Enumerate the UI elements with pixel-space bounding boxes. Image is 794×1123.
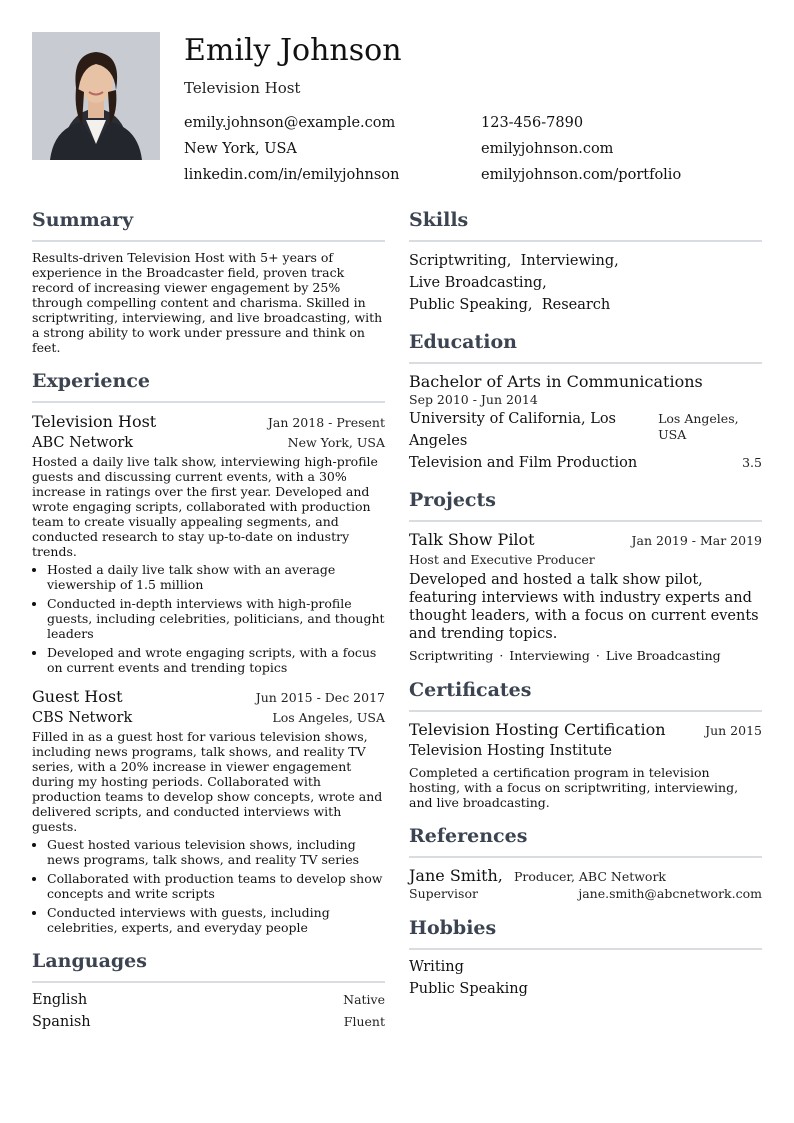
education-section: [409, 330, 762, 474]
hobbies-heading: Hobbies: [409, 916, 762, 950]
job-company: ABC Network: [32, 435, 134, 451]
hobby-item: Writing: [409, 959, 464, 975]
job-bullets: [32, 837, 385, 935]
contact-phone[interactable]: 123-456-7890: [481, 115, 584, 131]
education-heading: Education: [409, 330, 762, 364]
skill-item: Research: [541, 297, 611, 313]
contact-portfolio[interactable]: emilyjohnson.com/portfolio: [481, 167, 682, 183]
tag-separator: ·: [499, 648, 504, 663]
education-gpa: 3.5: [742, 455, 762, 470]
project-dates: Jan 2019 - Mar 2019: [631, 533, 762, 548]
job-bullets: [32, 562, 385, 675]
contact-email[interactable]: emily.johnson@example.com: [184, 115, 396, 131]
projects-heading: Projects: [409, 488, 762, 522]
job-location: Los Angeles, USA: [272, 710, 385, 725]
job-title: Television Host: [32, 412, 157, 431]
references-heading: References: [409, 824, 762, 858]
job-description: Filled in as a guest host for various television shows, including news programs, talk shows, and reality TV series, with a 20% increase in viewer engagement during my hosting periods. Collaborated with production teams to develop show concepts, wrote and delivered scripts, and conducted interviews with guests.: [32, 729, 383, 834]
projects-section: [409, 488, 762, 664]
job-location: New York, USA: [287, 435, 385, 450]
skills-section: [409, 208, 762, 316]
summary-heading: Summary: [32, 208, 385, 242]
tag-separator: ·: [595, 648, 600, 663]
education-school: University of California, Los Angeles: [409, 411, 616, 449]
job-bullet: • Guest hosted various television shows, including news programs, talk shows, and reality TV series: [47, 837, 385, 867]
right-column: [409, 208, 762, 1014]
language-name: English: [32, 992, 88, 1008]
education-field: Television and Film Production: [409, 455, 638, 471]
job-title: Guest Host: [32, 687, 123, 706]
hobbies-section: [409, 916, 762, 1000]
certificates-section: [409, 678, 762, 810]
project-role: Host and Executive Producer: [409, 552, 595, 567]
skill-item: Interviewing,: [520, 253, 619, 269]
summary-section: [32, 208, 385, 355]
language-level: Fluent: [343, 1014, 385, 1029]
project-tag: Scriptwriting: [409, 648, 494, 663]
job-bullet: • Conducted interviews with guests, including celebrities, experts, and everyday people: [47, 905, 385, 935]
project-description: Developed and hosted a talk show pilot, featuring interviews with industry experts and thought leaders, with a focus on current events and trending topics.: [409, 572, 759, 642]
experience-section: [32, 369, 385, 935]
certificate-issuer: Television Hosting Institute: [409, 743, 612, 759]
reference-position: Producer, ABC Network: [513, 869, 667, 884]
experience-item: [32, 687, 385, 935]
contact-location: New York, USA: [184, 141, 297, 157]
languages-section: [32, 949, 385, 1033]
reference-name: Jane Smith,: [409, 866, 503, 885]
certificate-date: Jun 2015: [705, 723, 762, 738]
contact-website[interactable]: emilyjohnson.com: [481, 141, 614, 157]
skill-item: Scriptwriting,: [409, 253, 512, 269]
left-column: [32, 208, 385, 1047]
summary-text: Results-driven Television Host with 5+ years of experience in the Broadcaster field, proven track record of increasing viewer engagement by 25% through compelling content and charisma. Skilled in scriptwriting, interviewing, and live broadcasting, with a strong ability to work under pressure and think on feet.: [32, 250, 383, 355]
project-tags: [409, 648, 762, 664]
education-location: Los Angeles, USA: [658, 411, 739, 442]
language-level: Native: [343, 992, 385, 1007]
project-tag: Live Broadcasting: [605, 648, 721, 663]
candidate-title: Television Host: [184, 79, 301, 97]
education-dates: Sep 2010 - Jun 2014: [409, 392, 538, 407]
experience-item: [32, 412, 385, 675]
profile-photo: [32, 32, 160, 160]
references-section: [409, 824, 762, 902]
job-description: Hosted a daily live talk show, interviewing high-profile guests and discussing current events, with a 30% increase in ratings over the first year. Developed and wrote engaging scripts, collaborated with production team to create visually appealing segments, and conducted research to stay up-to-date on industry trends.: [32, 454, 378, 559]
certificates-heading: Certificates: [409, 678, 762, 712]
experience-heading: Experience: [32, 369, 385, 403]
project-title: Talk Show Pilot: [409, 530, 535, 549]
skill-item: Public Speaking,: [409, 297, 533, 313]
certificate-title: Television Hosting Certification: [409, 720, 666, 739]
job-bullet: • Hosted a daily live talk show with an average viewership of 1.5 million: [47, 562, 385, 592]
languages-heading: Languages: [32, 949, 385, 983]
candidate-name: Emily Johnson: [184, 33, 402, 68]
reference-email[interactable]: jane.smith@abcnetwork.com: [578, 886, 762, 901]
education-degree: Bachelor of Arts in Communications: [409, 372, 703, 391]
language-row: [32, 989, 385, 1011]
contact-linkedin[interactable]: linkedin.com/in/emilyjohnson: [184, 167, 400, 183]
job-company: CBS Network: [32, 710, 133, 726]
job-bullet: • Collaborated with production teams to develop show concepts and write scripts: [47, 871, 385, 901]
skill-item: Live Broadcasting,: [409, 275, 547, 291]
hobby-item: Public Speaking: [409, 981, 528, 997]
project-tag: Interviewing: [509, 648, 590, 663]
job-bullet: • Developed and wrote engaging scripts, with a focus on current events and trending topics: [47, 645, 385, 675]
job-bullet: • Conducted in-depth interviews with high-profile guests, including celebrities, politicians, and thought leaders: [47, 596, 385, 641]
job-dates: Jun 2015 - Dec 2017: [255, 690, 385, 705]
certificate-description: Completed a certification program in television hosting, with a focus on scriptwriting, interviewing, and live broadcasting.: [409, 765, 739, 810]
language-name: Spanish: [32, 1014, 91, 1030]
reference-relation: Supervisor: [409, 886, 478, 901]
profile-photo-image: [32, 32, 160, 160]
language-row: [32, 1011, 385, 1033]
skills-heading: Skills: [409, 208, 762, 242]
job-dates: Jan 2018 - Present: [267, 415, 385, 430]
skills-list: [409, 250, 762, 316]
